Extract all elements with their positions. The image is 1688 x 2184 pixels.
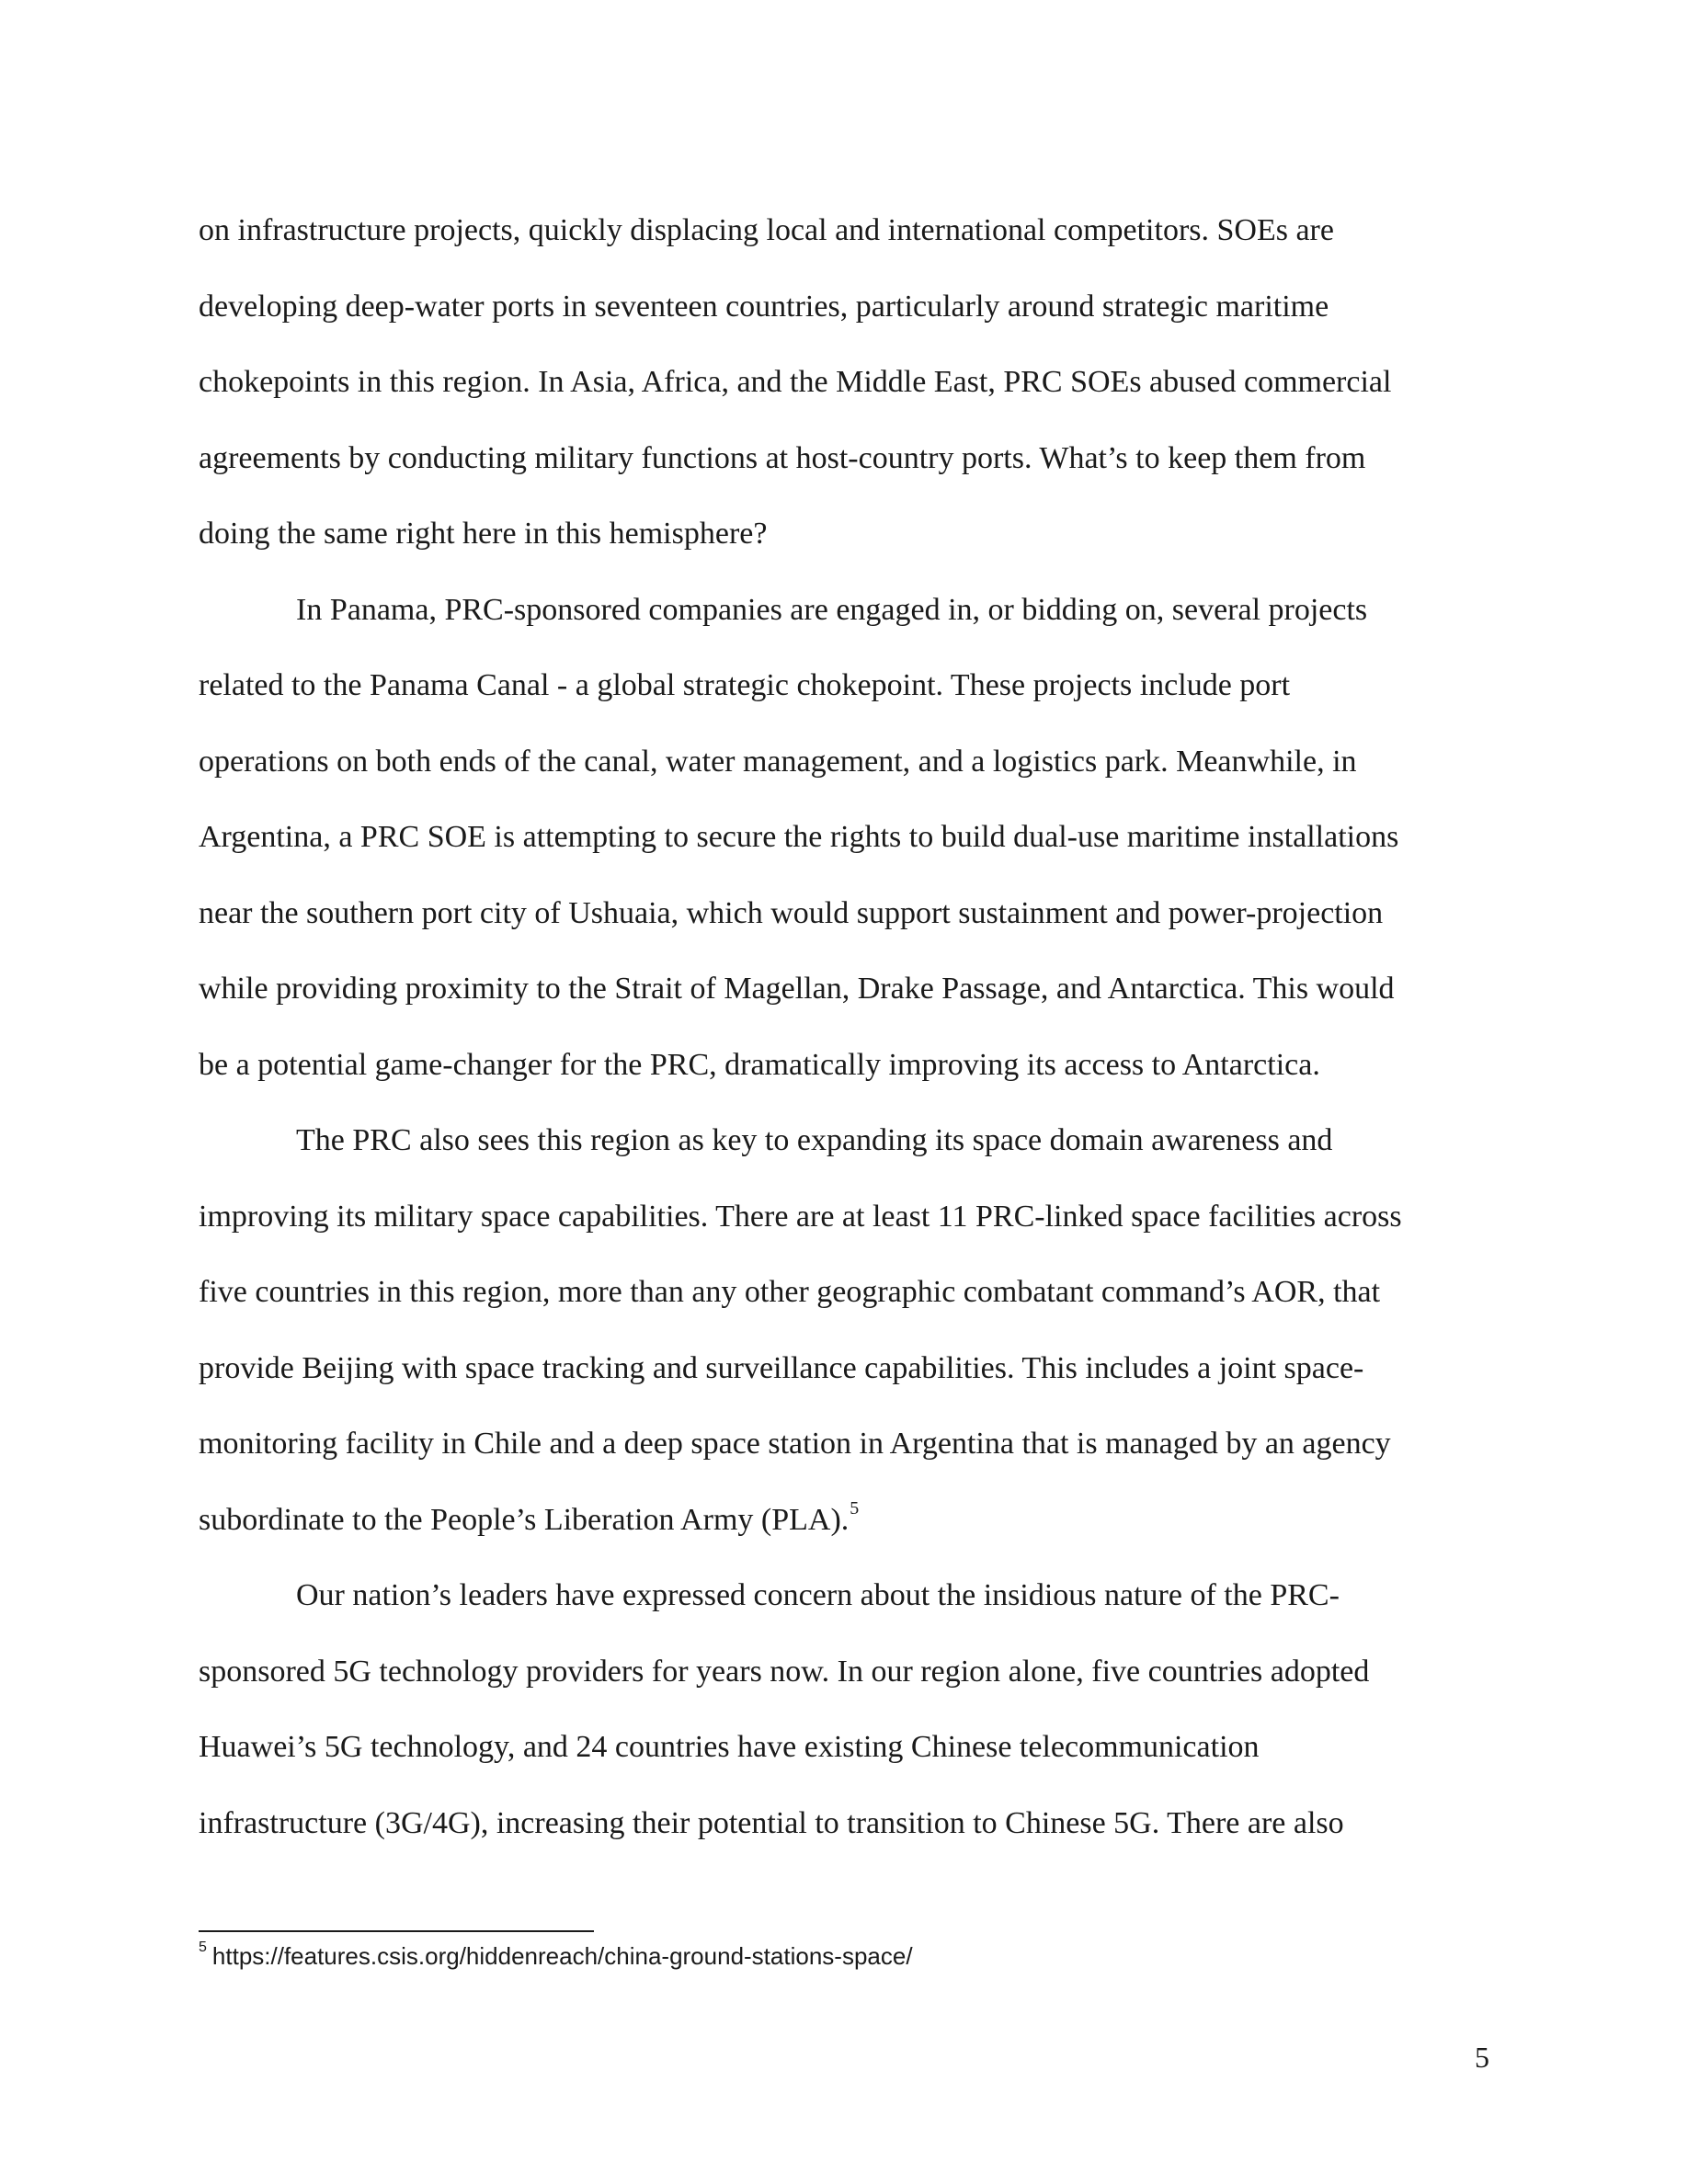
text-line: subordinate to the People’s Liberation Army (PLA).	[199, 1502, 850, 1537]
text-line: operations on both ends of the canal, water management, and a logistics park. Meanwhile, in	[199, 744, 1357, 779]
text-line: agreements by conducting military functions at host-country ports. What’s to keep them from	[199, 440, 1366, 475]
text-line: chokepoints in this region. In Asia, Africa, and the Middle East, PRC SOEs abused commercial	[199, 365, 1392, 399]
text-line: sponsored 5G technology providers for years now. In our region alone, five countries adopted	[199, 1654, 1370, 1689]
text-line: improving its military space capabilities. There are at least 11 PRC-linked space facilities across	[199, 1199, 1402, 1234]
text-line: Huawei’s 5G technology, and 24 countries have existing Chinese telecommunication	[199, 1730, 1260, 1764]
footnote-reference[interactable]: 5	[850, 1498, 860, 1519]
text-line: five countries in this region, more than any other geographic combatant command’s AOR, that	[199, 1275, 1381, 1309]
text-line: near the southern port city of Ushuaia, which would support sustainment and power-projection	[199, 895, 1384, 930]
text-line-with-footnote	[199, 1483, 1489, 1559]
page-number: 5	[1475, 2041, 1489, 2074]
text-line: Our nation’s leaders have expressed concern about the insidious nature of the PRC-	[296, 1578, 1340, 1612]
footnote-number: 5	[199, 1939, 207, 1956]
text-line: The PRC also sees this region as key to expanding its space domain awareness and	[296, 1123, 1333, 1157]
body-text	[199, 193, 1489, 1861]
text-line: doing the same right here in this hemisphere?	[199, 517, 768, 551]
text-line: Argentina, a PRC SOE is attempting to secure the rights to build dual-use maritime installations	[199, 820, 1399, 854]
footnote	[199, 1941, 913, 1971]
footnote-link[interactable]: https://features.csis.org/hiddenreach/china-ground-stations-space/	[211, 1942, 913, 1970]
text-line: be a potential game-changer for the PRC, dramatically improving its access to Antarctica.	[199, 1047, 1320, 1082]
text-line: provide Beijing with space tracking and surveillance capabilities. This includes a joint space-	[199, 1350, 1364, 1385]
text-line: on infrastructure projects, quickly displacing local and international competitors. SOEs are	[199, 213, 1334, 247]
footnote-separator	[199, 1930, 594, 1932]
text-line: monitoring facility in Chile and a deep space station in Argentina that is managed by an agency	[199, 1427, 1391, 1461]
text-line: infrastructure (3G/4G), increasing their potential to transition to Chinese 5G. There are also	[199, 1805, 1344, 1840]
text-line: In Panama, PRC-sponsored companies are engaged in, or bidding on, several projects	[296, 592, 1368, 627]
text-line: while providing proximity to the Strait of Magellan, Drake Passage, and Antarctica. This would	[199, 972, 1395, 1006]
text-line: related to the Panama Canal - a global strategic chokepoint. These projects include port	[199, 668, 1291, 702]
text-line: developing deep-water ports in seventeen countries, particularly around strategic maritime	[199, 289, 1329, 324]
